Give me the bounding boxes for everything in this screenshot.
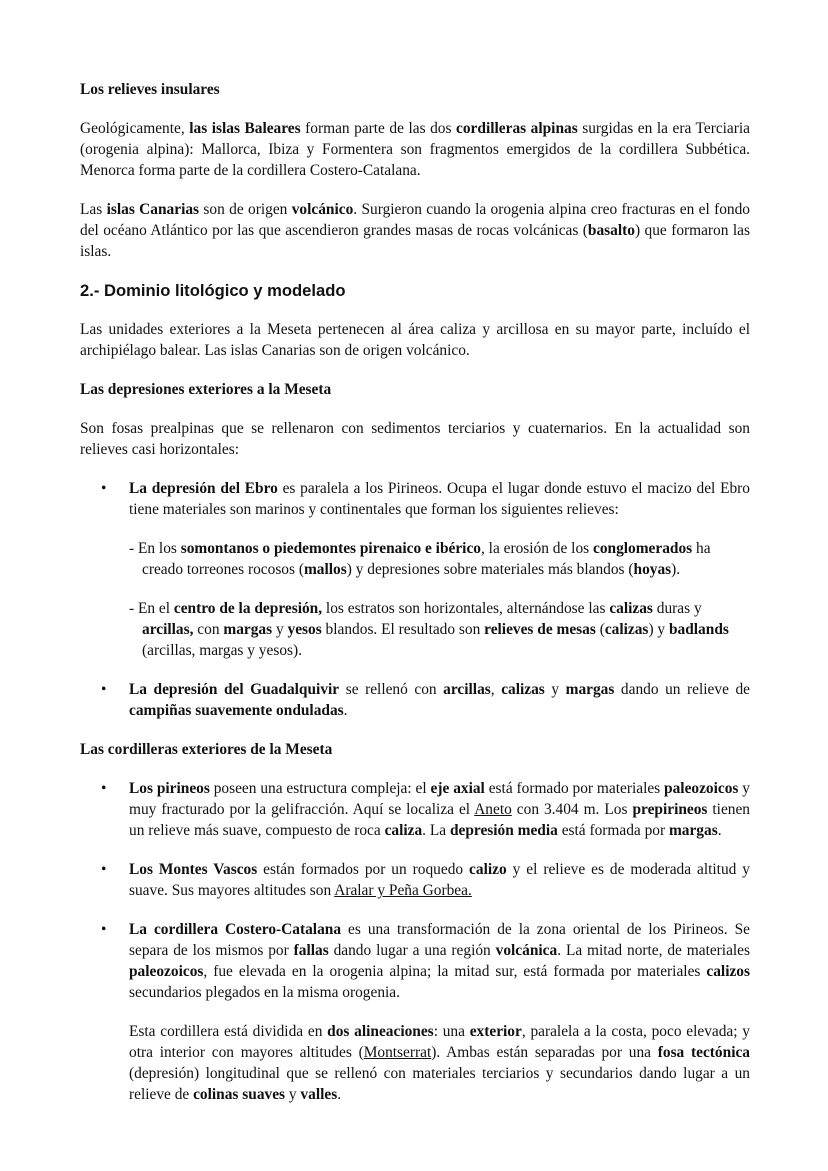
heading-lithological-domain: 2.- Dominio litológico y modelado (80, 281, 346, 300)
bullet-marker: • (101, 480, 107, 497)
heading-outer-depressions: Las depresiones exteriores a la Meseta (80, 381, 332, 398)
list-item-guadalquivir (80, 679, 750, 721)
paragraph-domain-intro: Las unidades exteriores a la Meseta pertenecen al área caliza y arcillosa en su mayor parte, incluído el archipiélago balear. Las islas Canarias son de origen volcánico. (80, 321, 750, 359)
depressions-list (80, 478, 750, 721)
paragraph-costero-catalana: La cordillera Costero-Catalana es una transformación de la zona oriental de los Pirineos. Se separa de los mismos por fallas dando lugar a una región volcánica. La mitad norte, de materiales paleozoicos, fue elevada en la orogenia alpina; la mitad sur, está formada por materiales calizos secundarios plegados en la misma orogenia. (129, 921, 751, 1001)
paragraph-guadalquivir: La depresión del Guadalquivir se rellenó con arcillas, calizas y margas dando un relieve de campiñas suavemente onduladas. (129, 681, 751, 719)
list-item-montes-vascos (80, 859, 750, 901)
paragraph-canarias: Las islas Canarias son de origen volcánico. Surgieron cuando la orogenia alpina creo fracturas en el fondo del océano Atlántico por las que ascendieron grandes masas de rocas volcánicas (basalto) que formaron las islas. (80, 201, 750, 260)
paragraph-ebro-centro: - En el centro de la depresión, los estratos son horizontales, alternándose las calizas duras y arcillas, con margas y yesos blandos. El resultado son relieves de mesas (calizas) y badlands (arcillas, margas y yesos). (129, 600, 729, 659)
paragraph-ebro-somontanos: - En los somontanos o piedemontes pirenaico e ibérico, la erosión de los conglomerados ha creado torreones rocosos (mallos) y depresiones sobre materiales más blandos (hoyas). (129, 540, 711, 578)
heading-insular-reliefs: Los relieves insulares (80, 81, 220, 98)
bullet-marker: • (101, 861, 107, 878)
list-item-pirineos (80, 778, 750, 841)
paragraph-depressions-intro: Son fosas prealpinas que se rellenaron con sedimentos terciarios y cuaternarios. En la actualidad son relieves casi horizontales: (80, 420, 750, 458)
bullet-marker: • (101, 681, 107, 698)
heading-outer-ranges: Las cordilleras exteriores de la Meseta (80, 741, 333, 758)
paragraph-pirineos: Los pirineos poseen una estructura compleja: el eje axial está formado por materiales paleozoicos y muy fracturado por la gelifracción. Aquí se localiza el Aneto con 3.404 m. Los prepirineos tienen un relieve más suave, compuesto de roca caliza. La depresión media está formada por margas. (129, 780, 751, 839)
bullet-marker: • (101, 780, 107, 797)
list-item-ebro (80, 478, 750, 661)
link-aralar-gorbea[interactable]: Aralar y Peña Gorbea. (334, 882, 472, 899)
link-aneto[interactable]: Aneto (474, 801, 512, 818)
link-montserrat[interactable]: Montserrat (363, 1044, 432, 1061)
paragraph-baleares: Geológicamente, las islas Baleares forman parte de las dos cordilleras alpinas surgidas en la era Terciaria (orogenia alpina): Mallorca, Ibiza y Formentera son fragmentos emergidos de la cordillera Subbética. Menorca forma parte de la cordillera Costero-Catalana. (80, 120, 750, 179)
paragraph-montes-vascos: Los Montes Vascos están formados por un roquedo calizo y el relieve es de moderada altitud y suave. Sus mayores altitudes son Aralar y Peña Gorbea. (129, 861, 751, 899)
bullet-marker: • (101, 921, 107, 938)
list-item-costero-catalana (80, 919, 750, 1105)
paragraph-costero-alineaciones: Esta cordillera está dividida en dos alineaciones: una exterior, paralela a la costa, poco elevada; y otra interior con mayores altitudes (Montserrat). Ambas están separadas por una fosa tectónica (depresión) longitudinal que se rellenó con materiales terciarios y secundarios dando lugar a un relieve de colinas suaves y valles. (129, 1023, 750, 1103)
paragraph-ebro: La depresión del Ebro es paralela a los Pirineos. Ocupa el lugar donde estuvo el macizo del Ebro tiene materiales son marinos y continentales que forman los siguientes relieves: (129, 480, 750, 518)
ranges-list (80, 778, 750, 1105)
